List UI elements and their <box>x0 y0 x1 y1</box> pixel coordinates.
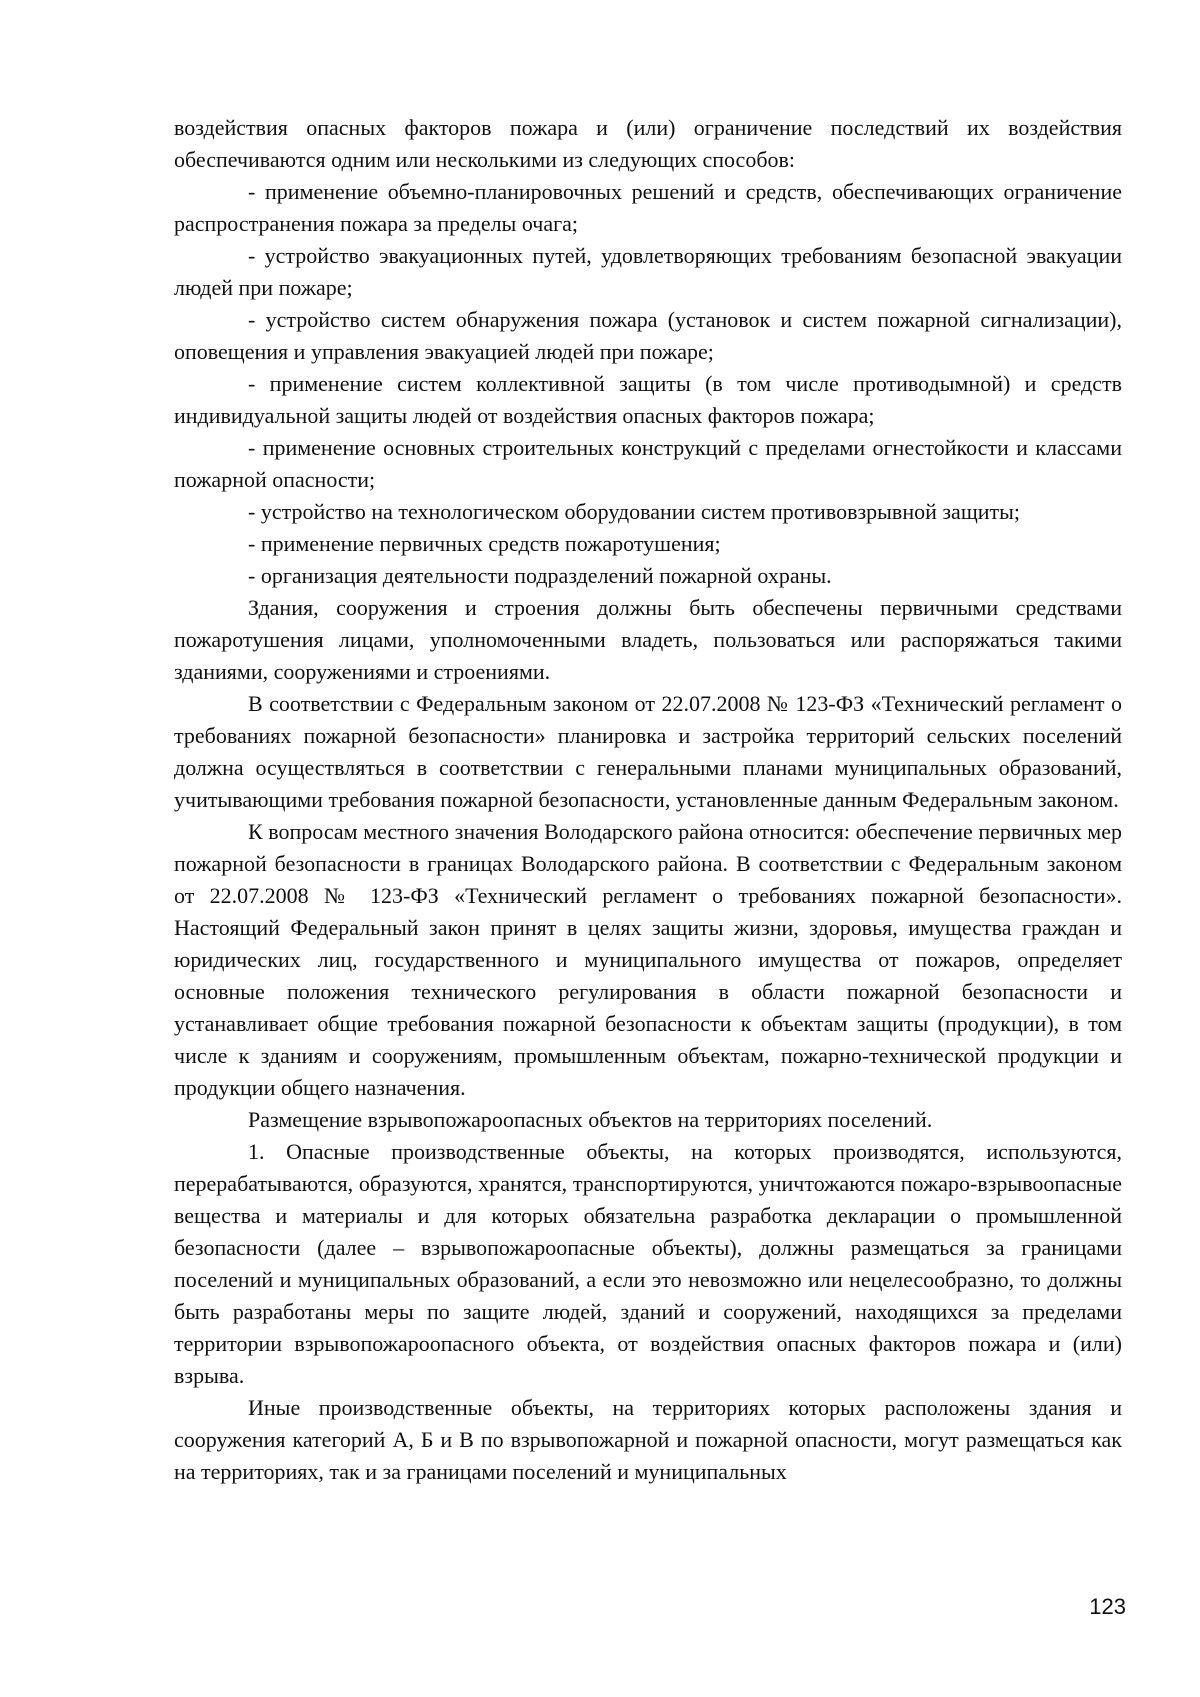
paragraph: К вопросам местного значения Володарского района относится: обеспечение первичных мер пожарной безопасности в границах Володарского района. В соответствии с Федеральным законом от 22.07.2008 № 123-ФЗ «Технический регламент о требованиях пожарной безопасности». Настоящий Федеральный закон принят в целях защиты жизни, здоровья, имущества граждан и юридических лиц, государственного и муниципального имущества от пожаров, определяет основные положения технического регулирования в области пожарной безопасности и устанавливает общие требования пожарной безопасности к объектам защиты (продукции), в том числе к зданиям и сооружениям, промышленным объектам, пожарно-технической продукции и продукции общего назначения. <box>174 819 1122 1100</box>
page-number: 123 <box>1089 1594 1126 1619</box>
paragraph: Здания, сооружения и строения должны быть обеспечены первичными средствами пожаротушения лицами, уполномоченными владеть, пользоваться или распоряжаться такими зданиями, сооружениями и строениями. <box>174 595 1122 684</box>
list-item: - применение систем коллективной защиты (в том числе противодымной) и средств индивидуальной защиты людей от воздействия опасных факторов пожара; <box>174 371 1122 428</box>
paragraph: 1. Опасные производственные объекты, на которых производятся, используются, перерабатываются, образуются, хранятся, транспортируются, уничтожаются пожаро-взрывоопасные вещества и материалы и для которых обязательна разработка декларации о промышленной безопасности (далее – взрывопожароопасные объекты), должны размещаться за границами поселений и муниципальных образований, а если это невозможно или нецелесообразно, то должны быть разработаны меры по защите людей, зданий и сооружений, находящихся за пределами территории взрывопожароопасного объекта, от воздействия опасных факторов пожара и (или) взрыва. <box>174 1139 1122 1388</box>
list-item: - устройство на технологическом оборудовании систем противовзрывной защиты; <box>248 499 1021 524</box>
list-item: - устройство эвакуационных путей, удовлетворяющих требованиям безопасной эвакуации людей при пожаре; <box>174 243 1122 300</box>
paragraph: Размещение взрывопожароопасных объектов на территориях поселений. <box>248 1107 933 1132</box>
paragraph: В соответствии с Федеральным законом от 22.07.2008 № 123-ФЗ «Технический регламент о требованиях пожарной безопасности» планировка и застройка территорий сельских поселений должна осуществляться в соответствии с генеральными планами муниципальных образований, учитывающими требования пожарной безопасности, установленные данным Федеральным законом. <box>174 691 1122 812</box>
list-item: - устройство систем обнаружения пожара (установок и систем пожарной сигнализации), оповещения и управления эвакуацией людей при пожаре; <box>174 307 1122 364</box>
paragraph: воздействия опасных факторов пожара и (или) ограничение последствий их воздействия обеспечиваются одним или несколькими из следующих способов: <box>174 115 1122 172</box>
list-item: - применение основных строительных конструкций с пределами огнестойкости и классами пожарной опасности; <box>174 435 1122 492</box>
body-text <box>174 112 1122 1488</box>
list-item: - применение объемно-планировочных решений и средств, обеспечивающих ограничение распространения пожара за пределы очага; <box>174 179 1122 236</box>
list-item: - организация деятельности подразделений пожарной охраны. <box>248 563 832 588</box>
paragraph: Иные производственные объекты, на территориях которых расположены здания и сооружения категорий А, Б и В по взрывопожарной и пожарной опасности, могут размещаться как на территориях, так и за границами поселений и муниципальных <box>174 1395 1122 1484</box>
list-item: - применение первичных средств пожаротушения; <box>248 531 721 556</box>
